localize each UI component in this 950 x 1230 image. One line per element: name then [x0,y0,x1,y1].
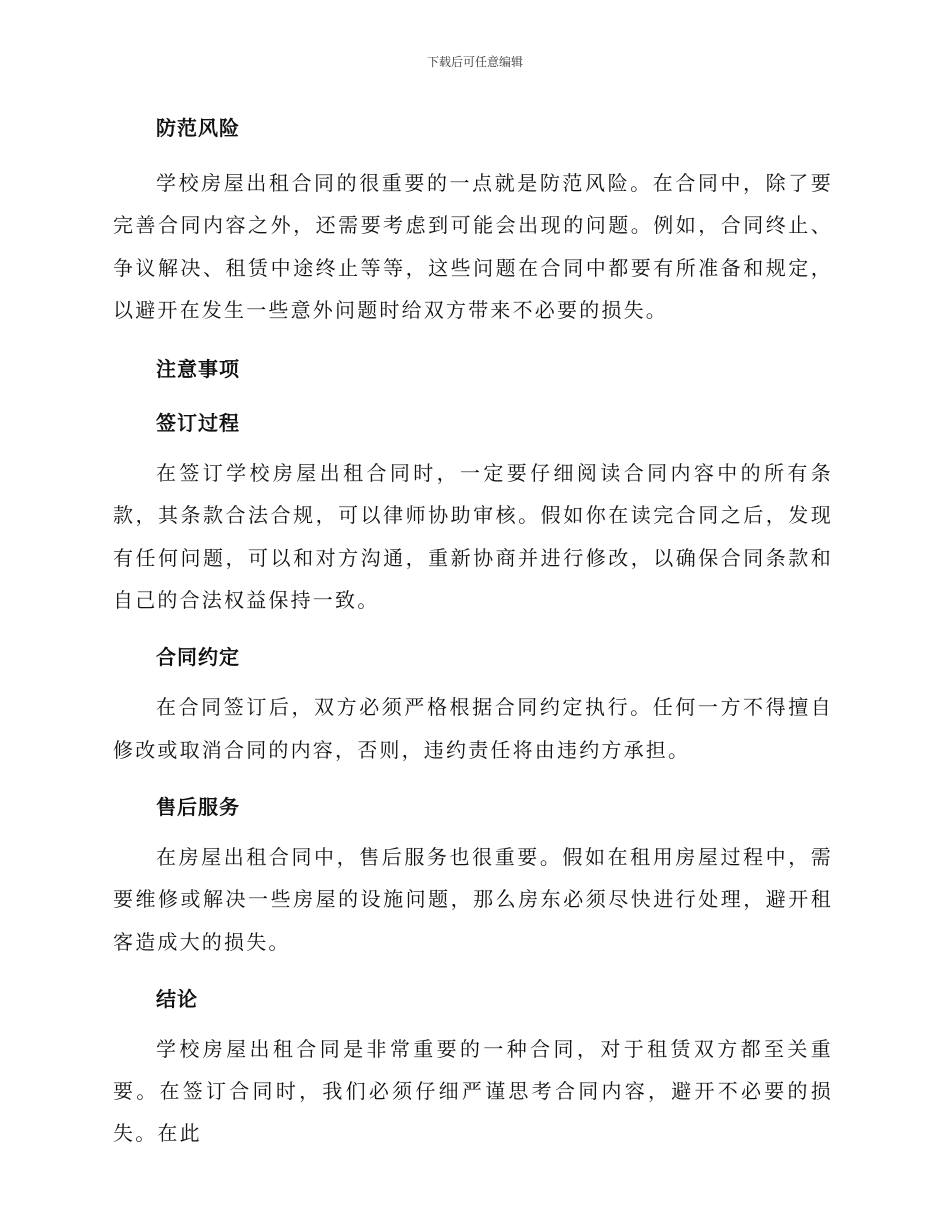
section-paragraph-risk-prevention: 学校房屋出租合同的很重要的一点就是防范风险。在合同中，除了要完善合同内容之外，还需要考虑到可能会出现的问题。例如，合同终止、争议解决、租赁中途终止等等，这些问题在合同中都要有所准备和规定，以避开在发生一些意外问题时给双方带来不必要的损失。 [113,171,833,322]
section-heading-contract-agreement: 合同约定 [156,645,240,670]
section-heading-after-sales: 售后服务 [156,794,240,819]
document-body [113,110,833,1155]
section-paragraph-contract-agreement: 在合同签订后，双方必须严格根据合同约定执行。任何一方不得擅自修改或取消合同的内容，否则，违约责任将由违约方承担。 [113,695,833,762]
page-header-note: 下载后可任意编辑 [426,55,523,69]
section-heading-signing-process: 签订过程 [156,411,240,436]
section-heading-risk-prevention: 防范风险 [156,116,240,140]
section-heading-notes: 注意事项 [156,357,240,382]
section-paragraph-after-sales: 在房屋出租合同中，售后服务也很重要。假如在租用房屋过程中，需要维修或解决一些房屋的设施问题，那么房东必须尽快进行处理，避开租客造成大的损失。 [113,844,833,954]
section-heading-conclusion: 结论 [156,986,198,1011]
section-paragraph-signing-process: 在签订学校房屋出租合同时，一定要仔细阅读合同内容中的所有条款，其条款合法合规，可以律师协助审核。假如你在读完合同之后，发现有任何问题，可以和对方沟通，重新协商并进行修改，以确保合同条款和自己的合法权益保持一致。 [113,461,833,613]
section-paragraph-conclusion: 学校房屋出租合同是非常重要的一种合同，对于租赁双方都至关重要。在签订合同时，我们必须仔细严谨思考合同内容，避开不必要的损失。在此 [113,1036,833,1146]
